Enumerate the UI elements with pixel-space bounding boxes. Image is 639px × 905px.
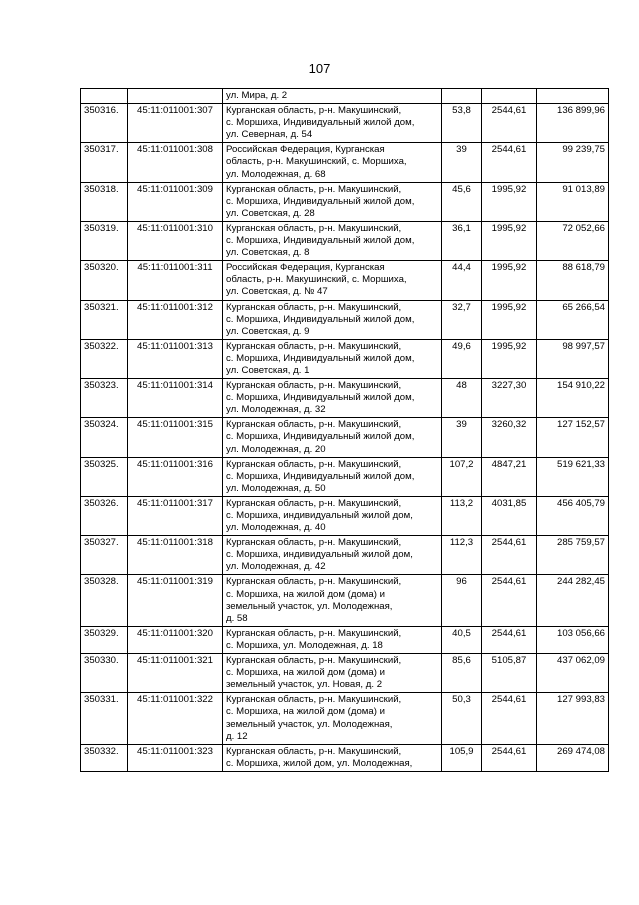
address-line: Российская Федерация, Курганская — [226, 144, 385, 156]
cadastral-number-cell: 45:11:011001:311 — [128, 261, 223, 300]
address-line: ул. Молодежная, д. 50 — [226, 482, 326, 494]
cadastral-number-cell: 45:11:011001:310 — [128, 221, 223, 260]
cadastral-value-cell — [537, 89, 609, 104]
cadastral-value-cell: 99 239,75 — [537, 143, 609, 182]
row-number-cell: 350319. — [81, 221, 128, 260]
address-cell — [223, 143, 442, 182]
rate-cell: 4031,85 — [482, 496, 537, 535]
rate-cell: 1995,92 — [482, 300, 537, 339]
row-number-cell: 350323. — [81, 379, 128, 418]
table-row — [81, 654, 609, 693]
row-number-cell: 350331. — [81, 693, 128, 744]
address-line: Курганская область, р-н. Макушинский, — [226, 576, 402, 588]
cadastral-value-cell: 91 013,89 — [537, 182, 609, 221]
table-row — [81, 339, 609, 378]
cadastral-number-cell: 45:11:011001:318 — [128, 536, 223, 575]
area-cell — [442, 89, 482, 104]
address-line: с. Моршиха, Индивидуальный жилой дом, — [226, 431, 415, 443]
address-cell — [223, 339, 442, 378]
cadastral-value-cell: 285 759,57 — [537, 536, 609, 575]
address-line: Курганская область, р-н. Макушинский, — [226, 340, 402, 352]
rate-cell: 5105,87 — [482, 654, 537, 693]
rate-cell: 2544,61 — [482, 626, 537, 653]
rate-cell: 2544,61 — [482, 575, 537, 626]
row-number-cell: 350326. — [81, 496, 128, 535]
rate-cell: 2544,61 — [482, 143, 537, 182]
address-line: с. Моршиха, ул. Молодежная, д. 18 — [226, 639, 383, 651]
cadastral-value-cell: 456 405,79 — [537, 496, 609, 535]
cadastral-number-cell: 45:11:011001:316 — [128, 457, 223, 496]
area-cell: 48 — [442, 379, 482, 418]
address-line: ул. Молодежная, д. 68 — [226, 168, 326, 180]
area-cell: 39 — [442, 143, 482, 182]
table-row — [81, 626, 609, 653]
address-line: с. Моршиха, на жилой дом (дома) и — [226, 706, 385, 718]
area-cell: 32,7 — [442, 300, 482, 339]
address-line: Курганская область, р-н. Макушинский, — [226, 497, 402, 509]
row-number-cell: 350322. — [81, 339, 128, 378]
address-line: земельный участок, ул. Молодежная, — [226, 600, 393, 612]
address-cell — [223, 496, 442, 535]
table-row — [81, 536, 609, 575]
cadastral-number-cell: 45:11:011001:321 — [128, 654, 223, 693]
address-line: с. Моршиха, жилой дом, ул. Молодежная, — [226, 757, 413, 769]
area-cell: 50,3 — [442, 693, 482, 744]
area-cell: 44,4 — [442, 261, 482, 300]
address-line: Курганская область, р-н. Макушинский, — [226, 301, 402, 313]
row-number-cell: 350332. — [81, 744, 128, 771]
address-line: Курганская область, р-н. Макушинский, — [226, 458, 402, 470]
address-cell — [223, 182, 442, 221]
address-line: ул. Советская, д. 8 — [226, 247, 310, 259]
table-row — [81, 221, 609, 260]
cadastral-value-cell: 269 474,08 — [537, 744, 609, 771]
address-cell — [223, 693, 442, 744]
address-cell — [223, 418, 442, 457]
rate-cell: 2544,61 — [482, 104, 537, 143]
table-row — [81, 744, 609, 771]
cadastral-number-cell: 45:11:011001:323 — [128, 744, 223, 771]
area-cell: 49,6 — [442, 339, 482, 378]
area-cell: 36,1 — [442, 221, 482, 260]
address-cell — [223, 104, 442, 143]
row-number-cell: 350329. — [81, 626, 128, 653]
row-number-cell: 350321. — [81, 300, 128, 339]
rate-cell: 1995,92 — [482, 182, 537, 221]
address-line: ул. Мира, д. 2 — [226, 90, 288, 101]
cadastral-number-cell: 45:11:011001:315 — [128, 418, 223, 457]
address-line: область, р-н. Макушинский, с. Моршиха, — [226, 274, 407, 286]
address-line: ул. Молодежная, д. 42 — [226, 561, 326, 573]
address-line: Российская Федерация, Курганская — [226, 262, 385, 274]
address-line: ул. Молодежная, д. 20 — [226, 443, 326, 455]
cadastral-number-cell — [128, 89, 223, 104]
table-row — [81, 418, 609, 457]
address-line: Курганская область, р-н. Макушинский, — [226, 694, 402, 706]
rate-cell: 4847,21 — [482, 457, 537, 496]
address-line: с. Моршиха, Индивидуальный жилой дом, — [226, 195, 415, 207]
row-number-cell: 350330. — [81, 654, 128, 693]
row-number-cell: 350327. — [81, 536, 128, 575]
address-line: с. Моршиха, индивидуальный жилой дом, — [226, 549, 413, 561]
row-number-cell: 350328. — [81, 575, 128, 626]
address-line: Курганская область, р-н. Макушинский, — [226, 627, 402, 639]
address-line: с. Моршиха, Индивидуальный жилой дом, — [226, 235, 415, 247]
cadastral-value-cell: 519 621,33 — [537, 457, 609, 496]
address-line: с. Моршиха, Индивидуальный жилой дом, — [226, 117, 415, 129]
row-number-cell: 350324. — [81, 418, 128, 457]
table-row — [81, 143, 609, 182]
cadastral-number-cell: 45:11:011001:320 — [128, 626, 223, 653]
area-cell: 53,8 — [442, 104, 482, 143]
row-number-cell: 350317. — [81, 143, 128, 182]
address-line: ул. Советская, д. 28 — [226, 207, 315, 219]
table-row — [81, 693, 609, 744]
table-row — [81, 104, 609, 143]
address-line: область, р-н. Макушинский, с. Моршиха, — [226, 156, 407, 168]
area-cell: 107,2 — [442, 457, 482, 496]
address-cell — [223, 261, 442, 300]
table-row — [81, 182, 609, 221]
cadastral-number-cell: 45:11:011001:308 — [128, 143, 223, 182]
rate-cell — [482, 89, 537, 104]
address-line: ул. Молодежная, д. 32 — [226, 404, 326, 416]
cadastral-value-cell: 88 618,79 — [537, 261, 609, 300]
rate-cell: 2544,61 — [482, 744, 537, 771]
page-number: 107 — [308, 61, 331, 76]
cadastral-number-cell: 45:11:011001:312 — [128, 300, 223, 339]
cadastral-value-cell: 136 899,96 — [537, 104, 609, 143]
row-number-cell — [81, 89, 128, 104]
address-line: Курганская область, р-н. Макушинский, — [226, 419, 402, 431]
cadastral-number-cell: 45:11:011001:307 — [128, 104, 223, 143]
rate-cell: 3227,30 — [482, 379, 537, 418]
address-line: ул. Молодежная, д. 40 — [226, 522, 326, 534]
cadastral-value-cell: 437 062,09 — [537, 654, 609, 693]
address-cell — [223, 221, 442, 260]
table-row — [81, 379, 609, 418]
row-number-cell: 350316. — [81, 104, 128, 143]
address-line: с. Моршиха, Индивидуальный жилой дом, — [226, 470, 415, 482]
row-number-cell: 350325. — [81, 457, 128, 496]
cadastral-value-cell: 72 052,66 — [537, 221, 609, 260]
table-row — [81, 457, 609, 496]
area-cell: 105,9 — [442, 744, 482, 771]
cadastral-value-cell: 244 282,45 — [537, 575, 609, 626]
address-line: с. Моршиха, Индивидуальный жилой дом, — [226, 313, 415, 325]
address-line: с. Моршиха, на жилой дом (дома) и — [226, 667, 385, 679]
area-cell: 85,6 — [442, 654, 482, 693]
address-cell — [223, 89, 442, 104]
cadastral-number-cell: 45:11:011001:319 — [128, 575, 223, 626]
table-row — [81, 261, 609, 300]
cadastral-number-cell: 45:11:011001:309 — [128, 182, 223, 221]
address-line: с. Моршиха, Индивидуальный жилой дом, — [226, 392, 415, 404]
address-line: д. 58 — [226, 612, 248, 624]
area-cell: 45,6 — [442, 182, 482, 221]
cadastral-value-cell: 103 056,66 — [537, 626, 609, 653]
address-line: ул. Советская, д. № 47 — [226, 286, 328, 298]
address-line: д. 12 — [226, 730, 248, 742]
cadastral-value-cell: 154 910,22 — [537, 379, 609, 418]
address-line: с. Моршиха, на жилой дом (дома) и — [226, 588, 385, 600]
area-cell: 113,2 — [442, 496, 482, 535]
rate-cell: 1995,92 — [482, 221, 537, 260]
address-cell — [223, 300, 442, 339]
address-line: Курганская область, р-н. Макушинский, — [226, 222, 402, 234]
cadastral-value-cell: 127 993,83 — [537, 693, 609, 744]
address-line: ул. Северная, д. 54 — [226, 129, 313, 141]
area-cell: 39 — [442, 418, 482, 457]
address-line: Курганская область, р-н. Макушинский, — [226, 655, 402, 667]
address-line: Курганская область, р-н. Макушинский, — [226, 745, 402, 757]
address-line: Курганская область, р-н. Макушинский, — [226, 183, 402, 195]
address-line: Курганская область, р-н. Макушинский, — [226, 537, 402, 549]
area-cell: 112,3 — [442, 536, 482, 575]
cadastral-number-cell: 45:11:011001:317 — [128, 496, 223, 535]
cadastral-value-cell: 98 997,57 — [537, 339, 609, 378]
property-table — [80, 88, 609, 772]
address-line: ул. Советская, д. 9 — [226, 325, 310, 337]
cadastral-number-cell: 45:11:011001:314 — [128, 379, 223, 418]
cadastral-number-cell: 45:11:011001:313 — [128, 339, 223, 378]
rate-cell: 1995,92 — [482, 261, 537, 300]
rate-cell: 3260,32 — [482, 418, 537, 457]
rate-cell: 2544,61 — [482, 693, 537, 744]
address-line: с. Моршиха, Индивидуальный жилой дом, — [226, 352, 415, 364]
address-cell — [223, 536, 442, 575]
address-line: ул. Советская, д. 1 — [226, 364, 310, 376]
address-cell — [223, 654, 442, 693]
row-number-cell: 350320. — [81, 261, 128, 300]
cadastral-value-cell: 127 152,57 — [537, 418, 609, 457]
table-row — [81, 575, 609, 626]
rate-cell: 2544,61 — [482, 536, 537, 575]
address-cell — [223, 575, 442, 626]
address-cell — [223, 457, 442, 496]
address-line: Курганская область, р-н. Макушинский, — [226, 105, 402, 117]
cadastral-number-cell: 45:11:011001:322 — [128, 693, 223, 744]
row-number-cell: 350318. — [81, 182, 128, 221]
rate-cell: 1995,92 — [482, 339, 537, 378]
property-table-body — [81, 89, 609, 772]
address-cell — [223, 379, 442, 418]
address-line: земельный участок, ул. Новая, д. 2 — [226, 679, 383, 691]
address-line: с. Моршиха, индивидуальный жилой дом, — [226, 510, 413, 521]
address-line: земельный участок, ул. Молодежная, — [226, 718, 393, 730]
area-cell: 40,5 — [442, 626, 482, 653]
table-row — [81, 300, 609, 339]
cadastral-value-cell: 65 266,54 — [537, 300, 609, 339]
table-row-continuation — [81, 89, 609, 104]
address-cell — [223, 744, 442, 771]
area-cell: 96 — [442, 575, 482, 626]
address-line: Курганская область, р-н. Макушинский, — [226, 380, 402, 392]
address-cell — [223, 626, 442, 653]
table-row — [81, 496, 609, 535]
